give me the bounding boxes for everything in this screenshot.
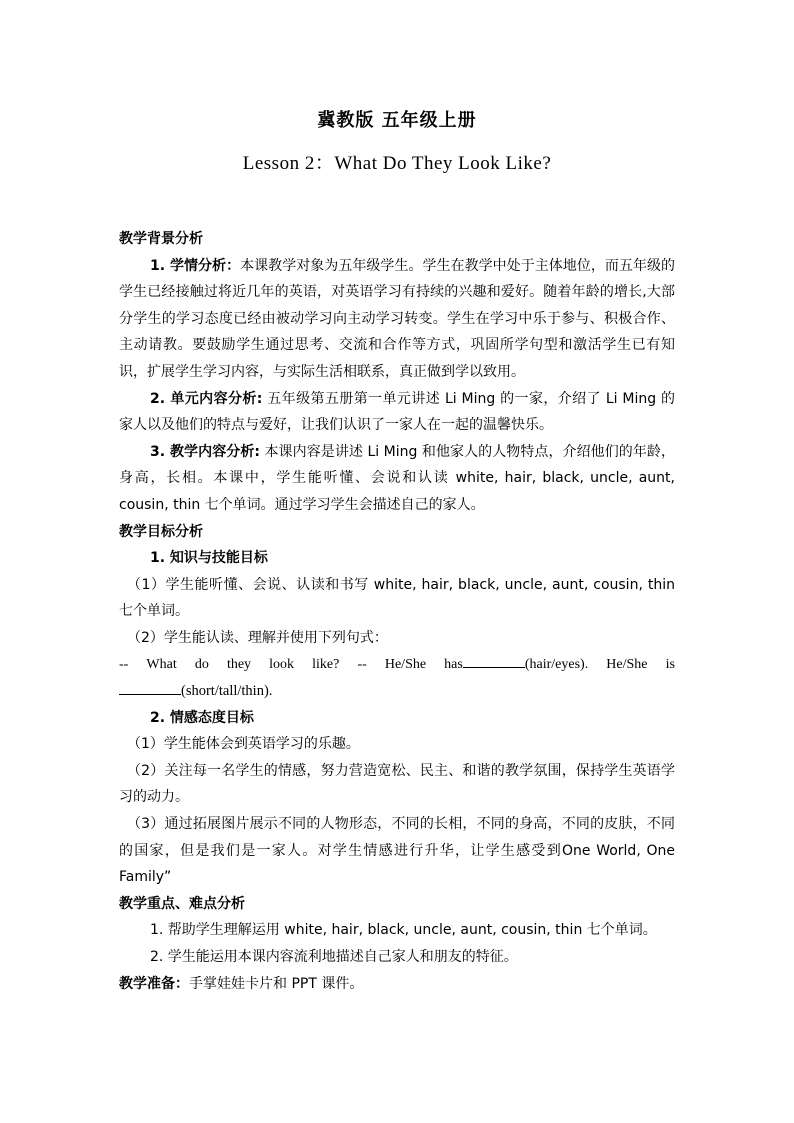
document-body — [119, 226, 675, 997]
preparation-text: 手掌娃娃卡片和 PPT 课件。 — [189, 975, 364, 992]
paragraph-text: 本课内容是讲述 Li Ming 和他家人的人物特点，介绍他们的年龄，身高，长相。本课中，学生能听懂、会说和认读 white, hair, black, uncle, aunt, cousin, thin 七个单词。通过学习学生会描述自己的家人。 — [119, 443, 675, 513]
teaching-preparation — [119, 971, 675, 998]
paragraph-text: 本课教学对象为五年级学生。学生在教学中处于主体地位，而五年级的学生已经接触过将近几年的英语，对英语学习有持续的兴趣和爱好。随着年龄的增长,大部分学生的学习态度已经由被动学习向主动学习转变。学生在学习中乐于参与、积极合作、主动请教。要鼓励学生通过思考、交流和合作等方式，巩固所学句型和激活学生已有知识，扩展学生学习内容，与实际生活相联系，真正做到学以致用。 — [119, 257, 676, 380]
key-point-item: 2. 学生能运用本课内容流利地描述自己家人和朋友的特征。 — [150, 949, 518, 966]
sentence-word: He/She — [384, 656, 427, 672]
sentence-word: What — [146, 656, 177, 672]
paragraph-learner-analysis — [119, 253, 675, 386]
sentence-word: is — [665, 656, 675, 672]
sentence-word: -- — [119, 656, 129, 672]
objective-item: （1）学生能体会到英语学习的乐趣。 — [127, 736, 360, 753]
sentence-word: they — [226, 656, 252, 672]
objective-item: （1）学生能听懂、会说、认读和书写 white, hair, black, uncle, aunt, cousin, thin 七个单词。 — [119, 576, 675, 620]
objective-item: （2）学生能认读、理解并使用下列句式： — [127, 629, 388, 646]
page-subtitle: Lesson 2：What Do They Look Like? — [242, 153, 552, 174]
paragraph-content-analysis — [119, 439, 675, 519]
objective-item: （3）通过拓展图片展示不同的人物形态，不同的长相，不同的身高，不同的皮肤，不同的国家，但是我们是一家人。对学生情感进行升华，让学生感受到One World, One Family” — [119, 816, 675, 886]
section-heading-background: 教学背景分析 — [119, 231, 203, 247]
paragraph-label: 1. 学情分析： — [150, 257, 241, 274]
sentence-word: do — [194, 656, 209, 672]
objective-item: （2）关注每一名学生的情感，努力营造宽松、民主、和谐的教学氛围，保持学生英语学习的动力。 — [119, 762, 675, 806]
sentence-word: He/She — [606, 656, 648, 672]
page-title: 冀教版 五年级上册 — [317, 110, 477, 131]
sentence-word: -- — [357, 656, 367, 672]
sentence-pattern-line — [119, 652, 675, 679]
section-heading-objectives: 教学目标分析 — [119, 523, 203, 540]
paragraph-text: 五年级第五册第一单元讲述 Li Ming 的一家，介绍了 Li Ming 的家人以及他们的特点与爱好，让我们认识了一家人在一起的温馨快乐。 — [119, 390, 675, 434]
section-heading-key-points: 教学重点、难点分析 — [119, 895, 245, 912]
subheading-emotional-attitude: 2. 情感态度目标 — [150, 709, 254, 726]
preparation-label: 教学准备： — [119, 975, 189, 992]
paragraph-label: 2. 单元内容分析: — [150, 390, 263, 407]
sentence-word-with-blank: has (hair/eyes). — [444, 656, 589, 672]
fill-blank — [463, 655, 525, 668]
key-point-item: 1. 帮助学生理解运用 white, hair, black, uncle, aunt, cousin, thin 七个单词。 — [150, 922, 657, 939]
fill-blank — [119, 682, 181, 695]
sentence-pattern-line-2: (short/tall/thin). — [119, 678, 675, 705]
sentence-word: like? — [312, 656, 340, 672]
paragraph-unit-analysis — [119, 386, 675, 439]
paragraph-label: 3. 教学内容分析: — [150, 443, 260, 460]
subheading-knowledge-skills: 1. 知识与技能目标 — [150, 550, 268, 567]
sentence-word: look — [269, 656, 295, 672]
